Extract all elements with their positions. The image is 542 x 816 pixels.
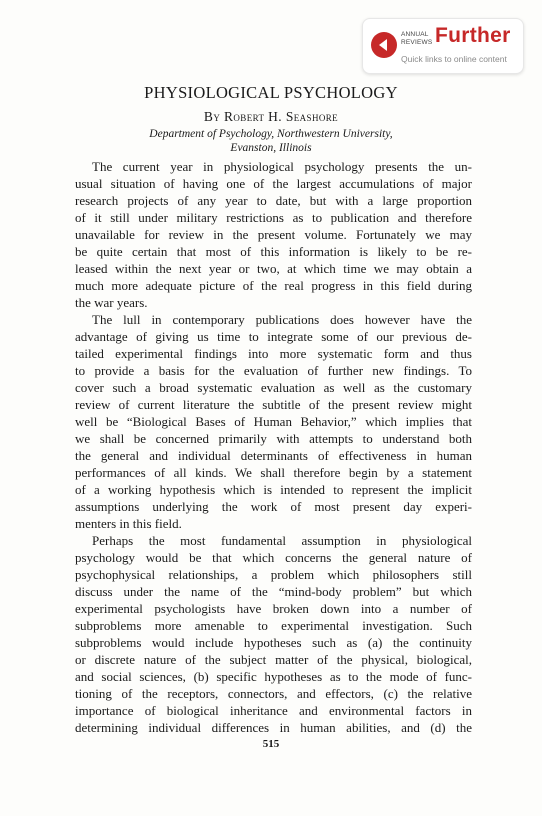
text-line: review of current literature the subtitle of the present review might: [75, 397, 472, 412]
text-line: Perhaps the most fundamental assumption in physiological: [92, 533, 472, 548]
further-subtitle: Quick links to online content: [401, 54, 507, 64]
affiliation-line-1: Department of Psychology, Northwestern University,: [149, 128, 393, 140]
brand-top: ANNUAL: [401, 31, 429, 38]
text-line: subproblems more amenable to experimental investigation. Such: [75, 618, 472, 633]
text-line: to provide a basis for the evaluation of further new findings. To: [75, 363, 472, 378]
text-line: we shall be concerned primarily with attempts to understand both: [75, 431, 472, 446]
author-affiliation: [0, 127, 542, 155]
text-line: importance of biological inheritance and environmental factors in: [75, 703, 472, 718]
text-line: much more adequate picture of the real progress in this field during: [75, 278, 472, 293]
text-line: menters in this field.: [75, 516, 182, 531]
text-line: the war years.: [75, 295, 148, 310]
text-line: assumptions underlying the work of most present day experi-: [75, 499, 472, 514]
text-line: discuss under the name of the “mind-body problem” but which: [75, 584, 472, 599]
text-line: The lull in contemporary publications does however have the: [92, 312, 472, 327]
text-line: tioning of the receptors, connectors, and effectors, (c) the relative: [75, 686, 472, 701]
text-line: cover such a broad systematic evaluation as well as the customary: [75, 380, 472, 395]
article-author: By Robert H. Seashore: [203, 109, 339, 124]
text-line: tailed experimental findings into more systematic form and thus: [75, 346, 472, 361]
text-line: psychology would be that which concerns the general nature of: [75, 550, 472, 565]
text-line: determining individual differences in human abilities, and (d) the: [75, 720, 472, 735]
text-line: psychophysical relationships, a problem which philosophers still: [75, 567, 472, 582]
text-line: or discrete nature of the subject matter of the physical, biological,: [75, 652, 472, 667]
annual-reviews-logo-text: [401, 31, 432, 47]
brand-bottom: REVIEWS: [401, 39, 433, 46]
text-line: The current year in physiological psychology presents the un-: [92, 159, 472, 174]
text-line: unavailable for review in the present volume. Fortunately we may: [75, 227, 472, 242]
text-line: subproblems would include hypotheses such as (a) the continuity: [75, 635, 472, 650]
text-line: well be “Biological Bases of Human Behavior,” which implies that: [75, 414, 472, 429]
text-line: of a working hypothesis which is intended to represent the implicit: [75, 482, 472, 497]
text-line: and social sciences, (b) specific hypotheses as to the mode of func-: [75, 669, 472, 684]
text-line: advantage of giving us time to integrate some of our previous de-: [75, 329, 472, 344]
page-number: 515: [262, 738, 280, 750]
text-line: be quite certain that most of this information is likely to be re-: [75, 244, 472, 259]
article-title: PHYSIOLOGICAL PSYCHOLOGY: [144, 83, 398, 102]
text-line: research projects of any year to date, but with a large proportion: [75, 193, 472, 208]
text-line: the general and individual determinants of effectiveness in human: [75, 448, 472, 463]
text-line: experimental psychologists have broken down into a number of: [75, 601, 472, 616]
further-word: Further: [435, 24, 511, 47]
text-line: leased within the next year or two, at which time we may obtain a: [75, 261, 472, 276]
play-back-icon: [371, 32, 397, 58]
text-line: of it still under military restrictions as to publication and therefore: [75, 210, 472, 225]
affiliation-line-2: Evanston, Illinois: [230, 142, 312, 154]
further-badge[interactable]: [362, 18, 524, 74]
text-line: performances of all kinds. We shall therefore begin by a statement: [75, 465, 472, 480]
text-line: usual situation of having one of the largest accumulations of major: [75, 176, 472, 191]
